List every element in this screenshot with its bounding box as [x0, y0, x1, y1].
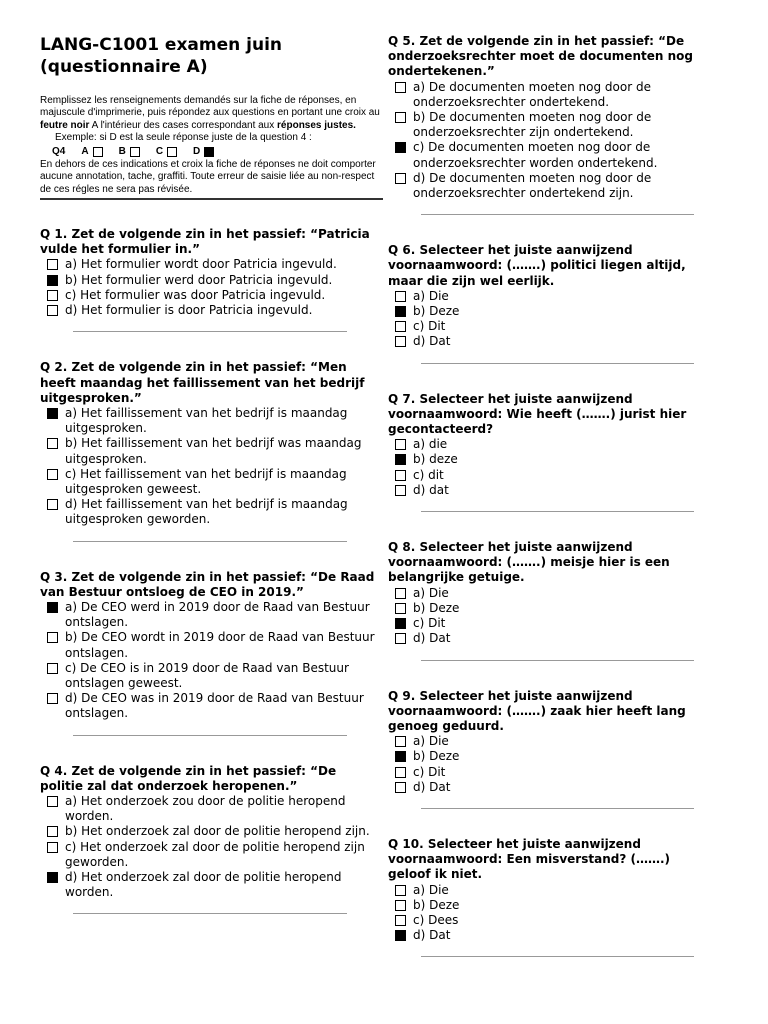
checkbox-checked[interactable] — [395, 618, 406, 629]
answer-option[interactable] — [47, 303, 383, 318]
question-text: Q 7. Selecteer het juiste aanwijzend voornaamwoord: Wie heeft (…….) jurist hier gecontacteerd? — [388, 391, 687, 437]
answer-option[interactable] — [47, 870, 383, 900]
question-2 — [40, 360, 383, 541]
answer-option-label: a) die — [413, 437, 448, 452]
example-row — [52, 145, 383, 158]
answer-option-label: c) De CEO is in 2019 door de Raad van Bestuur ontslagen geweest. — [65, 660, 349, 690]
checkbox[interactable] — [395, 336, 406, 347]
checkbox[interactable] — [395, 782, 406, 793]
question-divider — [421, 363, 694, 364]
answer-option[interactable] — [395, 616, 708, 631]
example-label-d: D — [193, 146, 201, 158]
question-divider — [73, 735, 347, 736]
checkbox[interactable] — [395, 112, 406, 123]
question-10 — [388, 837, 708, 957]
answer-option-label: c) De documenten moeten nog door de onderzoeksrechter worden ondertekend. — [413, 140, 658, 170]
answer-option[interactable] — [47, 691, 383, 721]
answer-option[interactable] — [47, 406, 383, 436]
checkbox[interactable] — [395, 485, 406, 496]
instructions-footer: En dehors de ces indications et croix la fiche de réponses ne doit comporter aucune annotation, tache, graffiti. Toute erreur de saisie liée au non-respect de ces régles ne sera pas révisée. — [40, 159, 376, 195]
answer-option-label: d) Het faillissement van het bedrijf is maandag uitgesproken geworden. — [65, 497, 348, 527]
example-label-c: C — [155, 146, 164, 158]
checkbox[interactable] — [47, 632, 58, 643]
question-text: Q 6. Selecteer het juiste aanwijzend voornaamwoord: (…….) politici liegen altijd, maar die zijn wel eerlijk. — [388, 243, 686, 288]
answer-option-label: d) De documenten moeten nog door de onderzoeksrechter ondertekend zijn. — [413, 170, 652, 201]
checkbox[interactable] — [395, 767, 406, 778]
answer-option[interactable] — [395, 898, 708, 913]
example-label-a: A — [81, 146, 89, 158]
answer-option[interactable] — [395, 468, 708, 483]
answer-option-label: c) Dit — [413, 616, 446, 631]
answer-option-label: b) Het faillissement van het bedrijf was maandag uitgesproken. — [65, 436, 362, 466]
checkbox[interactable] — [395, 173, 406, 184]
answer-option-label: d) Dat — [413, 779, 451, 794]
question-9 — [388, 689, 708, 809]
question-text: Q 8. Selecteer het juiste aanwijzend voornaamwoord: (…….) meisje hier is een belangrijke getuige. — [388, 540, 670, 585]
question-4 — [40, 764, 383, 915]
answer-option-label: c) Het onderzoek zal door de politie heropend zijn geworden. — [65, 839, 365, 869]
answer-option-label: b) Deze — [413, 897, 460, 912]
answer-option-label: b) Het onderzoek zal door de politie heropend zijn. — [65, 824, 370, 839]
answer-option[interactable] — [47, 824, 383, 839]
example-text: Exemple: si D est la seule réponse juste de la question 4 : — [55, 131, 312, 143]
question-divider — [421, 660, 694, 661]
answer-option-label: b) Deze — [413, 304, 460, 319]
checkbox[interactable] — [395, 588, 406, 599]
answer-option[interactable] — [395, 765, 708, 780]
answer-option-label: d) De CEO was in 2019 door de Raad van Bestuur ontslagen. — [65, 691, 364, 721]
answer-option-label: c) Dees — [413, 912, 459, 927]
answer-option-label: a) De CEO werd in 2019 door de Raad van Bestuur ontslagen. — [65, 599, 370, 630]
checkbox[interactable] — [395, 885, 406, 896]
instructions-text-1: Remplissez les renseignements demandés sur la fiche de réponses, en majuscule d'imprimerie, puis répondez aux questions en portant une croix au — [40, 95, 380, 119]
instructions — [40, 95, 383, 144]
answer-option[interactable] — [47, 661, 383, 691]
answer-option-label: b) De CEO wordt in 2019 door de Raad van Bestuur ontslagen. — [65, 630, 375, 660]
header-divider — [40, 198, 383, 200]
answer-option[interactable] — [395, 171, 708, 201]
checkbox-checked[interactable] — [395, 930, 406, 941]
example-checkbox-a — [93, 147, 103, 157]
answer-option-label: a) De documenten moeten nog door de onderzoeksrechter ondertekend. — [413, 79, 651, 109]
checkbox[interactable] — [47, 842, 58, 853]
checkbox[interactable] — [395, 915, 406, 926]
question-text: Q 2. Zet de volgende zin in het passief: “Men heeft maandag het faillissement van het bedrijf uitgesproken.” — [40, 360, 365, 405]
example-checkbox-b — [130, 147, 140, 157]
checkbox[interactable] — [47, 693, 58, 704]
question-divider — [421, 214, 694, 215]
question-3 — [40, 570, 383, 736]
answer-option-label: d) Dat — [413, 631, 451, 646]
answer-option-label: a) Die — [413, 585, 449, 600]
answer-option[interactable] — [395, 913, 708, 928]
answer-option[interactable] — [47, 794, 383, 824]
answer-option-label: a) Die — [413, 882, 449, 897]
checkbox[interactable] — [395, 82, 406, 93]
answer-option[interactable] — [395, 586, 708, 601]
question-8 — [388, 540, 708, 660]
answer-option-label: c) Dit — [413, 319, 446, 334]
answer-option[interactable] — [395, 780, 708, 795]
answer-option-label: d) Het formulier is door Patricia ingevuld. — [65, 303, 313, 318]
checkbox-checked[interactable] — [47, 602, 58, 613]
example-label-b: B — [118, 146, 126, 158]
question-1 — [40, 227, 383, 332]
checkbox[interactable] — [47, 259, 58, 270]
question-7 — [388, 392, 708, 512]
checkbox-checked[interactable] — [395, 751, 406, 762]
instructions-bold-2: réponses justes. — [277, 119, 356, 131]
question-divider — [73, 541, 347, 542]
question-text: Q 10. Selecteer het juiste aanwijzend voornaamwoord: Een misverstand? (…….) geloof ik niet. — [388, 836, 670, 882]
checkbox[interactable] — [395, 900, 406, 911]
answer-option[interactable] — [395, 289, 708, 304]
question-text: Q 3. Zet de volgende zin in het passief: “De Raad van Bestuur ontsloeg de CEO in 2019.” — [40, 569, 375, 599]
answer-option-label: d) dat — [413, 482, 449, 497]
question-text: Q 1. Zet de volgende zin in het passief: “Patricia vulde het formulier in.” — [40, 227, 370, 257]
answer-option[interactable] — [47, 630, 383, 660]
checkbox[interactable] — [395, 736, 406, 747]
checkbox[interactable] — [395, 439, 406, 450]
checkbox-checked[interactable] — [395, 306, 406, 317]
checkbox[interactable] — [395, 470, 406, 481]
checkbox[interactable] — [47, 438, 58, 449]
checkbox[interactable] — [47, 469, 58, 480]
answer-option-label: b) Het formulier werd door Patricia ingevuld. — [65, 272, 333, 287]
checkbox-checked[interactable] — [395, 142, 406, 153]
answer-option[interactable] — [47, 257, 383, 272]
example-checkbox-c — [167, 147, 177, 157]
question-5 — [388, 34, 708, 215]
checkbox[interactable] — [47, 826, 58, 837]
answer-option[interactable] — [395, 749, 708, 764]
answer-option[interactable] — [47, 497, 383, 527]
checkbox[interactable] — [47, 499, 58, 510]
answer-option[interactable] — [395, 483, 708, 498]
instructions-bold-1: feutre noir — [40, 119, 90, 131]
checkbox[interactable] — [395, 291, 406, 302]
answer-option-label: a) Het faillissement van het bedrijf is maandag uitgesproken. — [65, 405, 348, 436]
answer-option[interactable] — [395, 80, 708, 110]
question-divider — [73, 331, 347, 332]
checkbox[interactable] — [395, 603, 406, 614]
checkbox[interactable] — [47, 796, 58, 807]
answer-option[interactable] — [395, 319, 708, 334]
answer-option[interactable] — [395, 437, 708, 452]
instructions-text-2: A l'intérieur des cases correspondant aux — [89, 119, 278, 131]
answer-option-label: a) Die — [413, 288, 449, 303]
question-text: Q 9. Selecteer het juiste aanwijzend voornaamwoord: (…….) zaak hier heeft lang genoeg geduurd. — [388, 688, 686, 733]
answer-option-label: d) Dat — [413, 334, 451, 349]
answer-option-label: c) Het faillissement van het bedrijf is maandag uitgesproken geweest. — [65, 466, 347, 496]
checkbox-checked[interactable] — [47, 275, 58, 286]
answer-option-label: c) Dit — [413, 764, 446, 779]
questions-left — [40, 227, 383, 914]
answer-option[interactable] — [395, 304, 708, 319]
answer-option-label: c) dit — [413, 467, 444, 482]
answer-option[interactable] — [395, 631, 708, 646]
answer-option[interactable] — [47, 467, 383, 497]
checkbox[interactable] — [395, 633, 406, 644]
answer-option[interactable] — [395, 734, 708, 749]
answer-option-label: d) Het onderzoek zal door de politie heropend worden. — [65, 869, 342, 900]
checkbox[interactable] — [47, 290, 58, 301]
question-divider — [421, 956, 694, 957]
question-text: Q 4. Zet de volgende zin in het passief: “De politie zal dat onderzoek heropenen.” — [40, 763, 337, 793]
example-question-label: Q4 — [52, 146, 66, 158]
title-line-2: (questionnaire A) — [40, 57, 208, 77]
answer-option-label: a) Die — [413, 734, 449, 749]
question-divider — [421, 808, 694, 809]
answer-option-label: c) Het formulier was door Patricia ingevuld. — [65, 287, 326, 302]
page-title — [40, 34, 383, 78]
answer-option[interactable] — [47, 273, 383, 288]
checkbox[interactable] — [395, 321, 406, 332]
example-checkbox-d — [204, 147, 214, 157]
checkbox-checked[interactable] — [47, 872, 58, 883]
checkbox[interactable] — [47, 305, 58, 316]
checkbox-checked[interactable] — [395, 454, 406, 465]
answer-option[interactable] — [47, 288, 383, 303]
answer-option[interactable] — [395, 601, 708, 616]
answer-option-label: d) Dat — [413, 928, 451, 943]
answer-option[interactable] — [395, 928, 708, 943]
answer-option[interactable] — [47, 600, 383, 630]
answer-option[interactable] — [47, 840, 383, 870]
checkbox[interactable] — [47, 663, 58, 674]
answer-option-label: b) Deze — [413, 600, 460, 615]
answer-option[interactable] — [395, 334, 708, 349]
answer-option-label: b) deze — [413, 452, 458, 467]
question-text: Q 5. Zet de volgende zin in het passief: “De onderzoeksrechter moet de documenten nog ondertekenen.” — [388, 34, 693, 79]
answer-option[interactable] — [395, 110, 708, 140]
question-divider — [421, 511, 694, 512]
answer-option[interactable] — [395, 452, 708, 467]
left-column — [40, 34, 383, 914]
checkbox-checked[interactable] — [47, 408, 58, 419]
answer-option-label: b) De documenten moeten nog door de onderzoeksrechter zijn ondertekend. — [413, 110, 652, 140]
right-column — [388, 34, 708, 957]
answer-option-label: a) Het onderzoek zou door de politie heropend worden. — [65, 793, 346, 824]
title-line-1: LANG-C1001 examen juin — [40, 35, 283, 55]
question-divider — [73, 913, 347, 914]
answer-option[interactable] — [47, 436, 383, 466]
answer-option[interactable] — [395, 140, 708, 170]
answer-option-label: b) Deze — [413, 749, 460, 764]
question-6 — [388, 243, 708, 363]
answer-option-label: a) Het formulier wordt door Patricia ingevuld. — [65, 257, 337, 272]
answer-option[interactable] — [395, 883, 708, 898]
questions-right — [388, 34, 708, 957]
